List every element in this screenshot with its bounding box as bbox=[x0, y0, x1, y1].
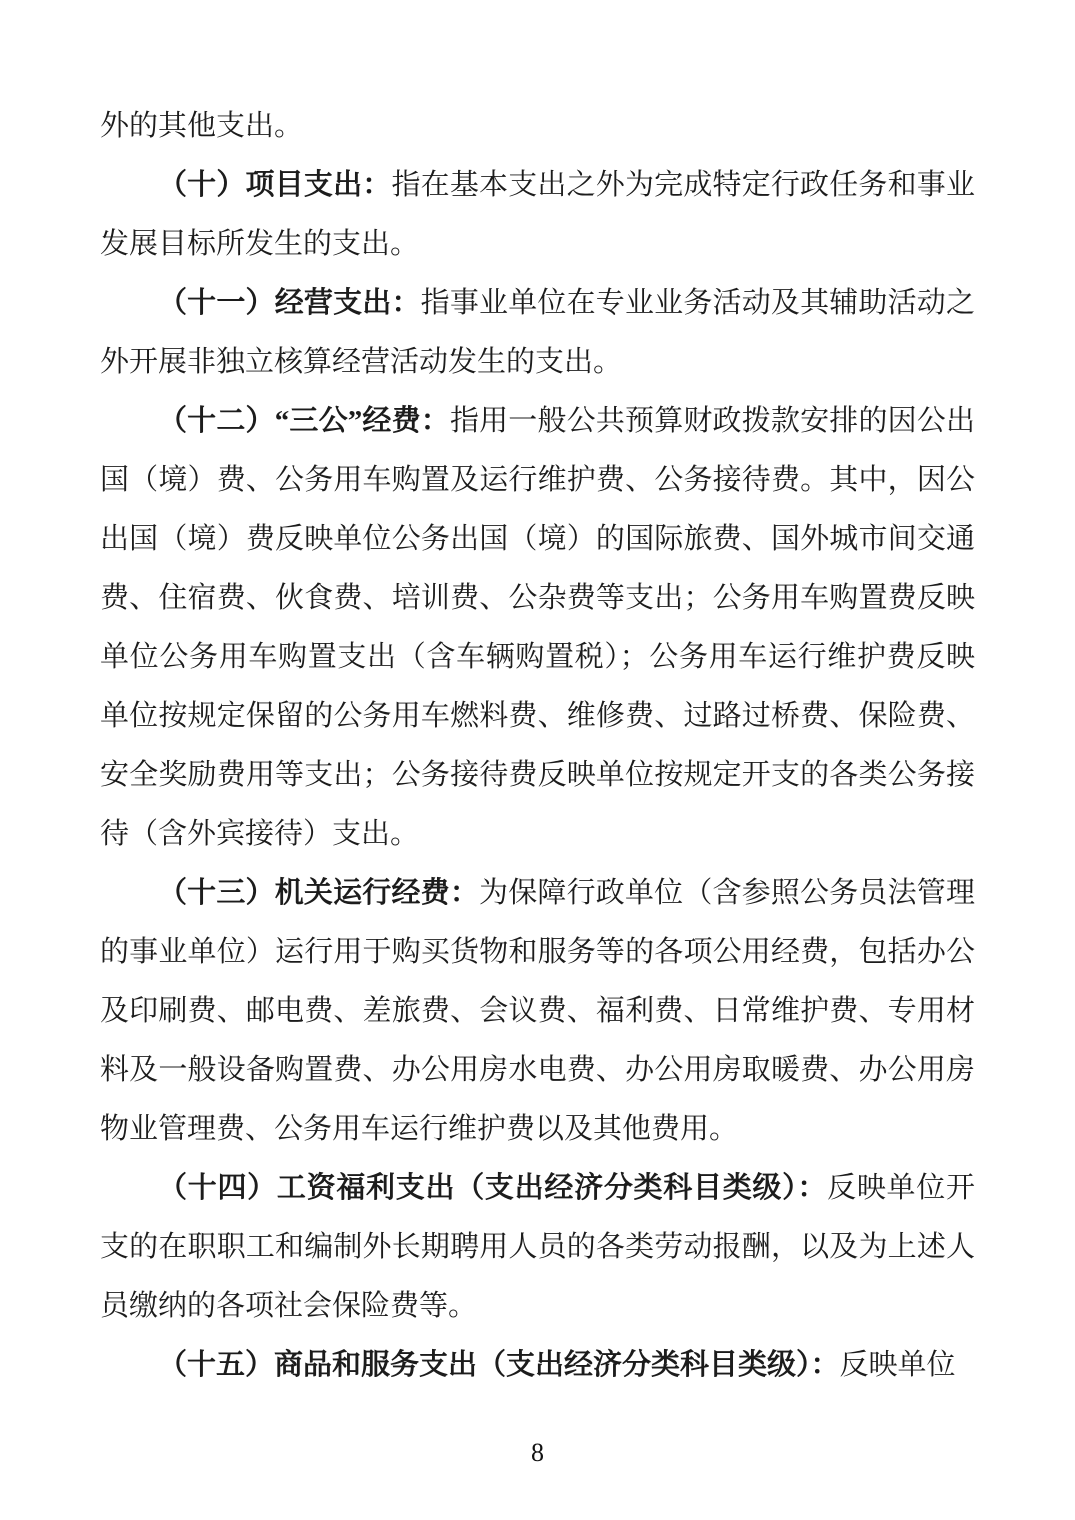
body-text: 指用一般公共预算财政拨款安排的因公出国（境）费、公务用车购置及运行维护费、公务接待费。其中，因公出国（境）费反映单位公务出国（境）的国际旅费、国外城市间交通费、住宿费、伙食费、培训费、公杂费等支出；公务用车购置费反映单位公务用车购置支出（含车辆购置税）；公务用车运行维护费反映单位按规定保留的公务用车燃料费、维修费、过路过桥费、保险费、安全奖励费用等支出；公务接待费反映单位按规定开支的各类公务接待（含外宾接待）支出。 bbox=[100, 405, 975, 850]
body-text: 指事业单位在专业业务活动及其辅助活动之外开展非独立核算经营活动发生的支出。 bbox=[100, 287, 975, 378]
para-item-11-operating-expenditure bbox=[100, 274, 975, 392]
body-text: 反映单位开支的在职职工和编制外长期聘用人员的各类劳动报酬，以及为上述人员缴纳的各项社会保险费等。 bbox=[100, 1172, 975, 1322]
para-continuation bbox=[100, 97, 975, 156]
para-item-15-goods-services-expenditure bbox=[100, 1336, 975, 1395]
term-label: （十）项目支出： bbox=[158, 169, 392, 201]
page-number: 8 bbox=[531, 1438, 544, 1467]
term-label: （十二）“三公”经费： bbox=[158, 405, 450, 437]
para-item-13-agency-operating-funds bbox=[100, 864, 975, 1159]
term-label: （十五）商品和服务支出（支出经济分类科目类级）： bbox=[158, 1349, 840, 1381]
para-item-12-three-public-funds bbox=[100, 392, 975, 864]
term-label: （十一）经营支出： bbox=[158, 287, 421, 319]
term-label: （十四）工资福利支出（支出经济分类科目类级）： bbox=[158, 1172, 828, 1204]
term-label: （十三）机关运行经费： bbox=[158, 877, 480, 909]
para-item-10-project-expenditure bbox=[100, 156, 975, 274]
body-text: 指在基本支出之外为完成特定行政任务和事业发展目标所发生的支出。 bbox=[100, 169, 975, 260]
para-item-14-wages-welfare-expenditure bbox=[100, 1159, 975, 1336]
body-text: 反映单位 bbox=[839, 1349, 956, 1381]
body-text: 为保障行政单位（含参照公务员法管理的事业单位）运行用于购买货物和服务等的各项公用经费，包括办公及印刷费、邮电费、差旅费、会议费、福利费、日常维护费、专用材料及一般设备购置费、办公用房水电费、办公用房取暖费、办公用房物业管理费、公务用车运行维护费以及其他费用。 bbox=[100, 877, 975, 1145]
document-body bbox=[100, 97, 975, 1395]
body-text: 外的其他支出。 bbox=[100, 110, 304, 142]
